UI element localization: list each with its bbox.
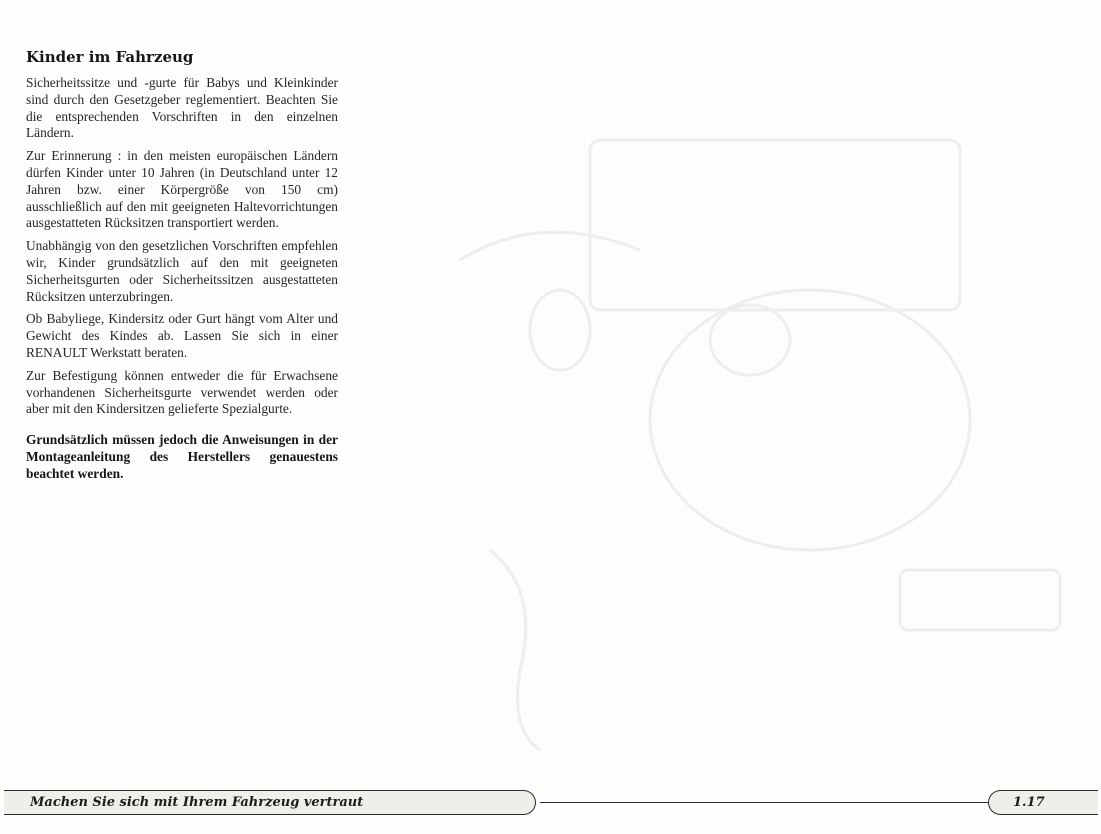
page-footer [0,787,1101,819]
background-illustration [340,30,1100,770]
paragraph-notice: Grundsätzlich müssen jedoch die Anweisungen in der Montageanleitung des Herstellers genauestens beachtet werden. [26,432,338,481]
chapter-title: Machen Sie sich mit Ihrem Fahrzeug vertraut [30,795,364,810]
text-column [26,48,338,489]
section-heading: Kinder im Fahrzeug [26,48,194,66]
paragraph-reminder: Zur Erinnerung : in den meisten europäischen Ländern dürfen Kinder unter 10 Jahren (in Deutschland unter 12 Jahren bzw. einer Körpergröße von 150 cm) ausschließlich auf den mit geeigneten Haltevorrichtungen ausgestatteten Rücksitzen transportiert werden. [26,148,338,231]
page-number: 1.17 [1013,795,1045,810]
paragraph-seat-type: Ob Babyliege, Kindersitz oder Gurt hängt vom Alter und Gewicht des Kindes ab. Lassen Sie sich in einer RENAULT Werkstatt beraten. [26,311,338,360]
paragraph-regulations: Sicherheitssitze und -gurte für Babys und Kleinkinder sind durch den Gesetzgeber reglementiert. Beachten Sie die entsprechenden Vorschriften in den einzelnen Ländern. [26,75,338,141]
paragraph-recommendation: Unabhängig von den gesetzlichen Vorschriften empfehlen wir, Kinder grundsätzlich auf den mit geeigneten Sicherheitsgurten oder Sicherheitssitzen ausgestatteten Rücksitzen unterzubringen. [26,238,338,304]
footer-rule [540,802,990,803]
paragraph-fastening: Zur Befestigung können entweder die für Erwachsene vorhandenen Sicherheitsgurte verwendet werden oder aber mit den Kindersitzen gelieferte Spezialgurte. [26,367,338,417]
